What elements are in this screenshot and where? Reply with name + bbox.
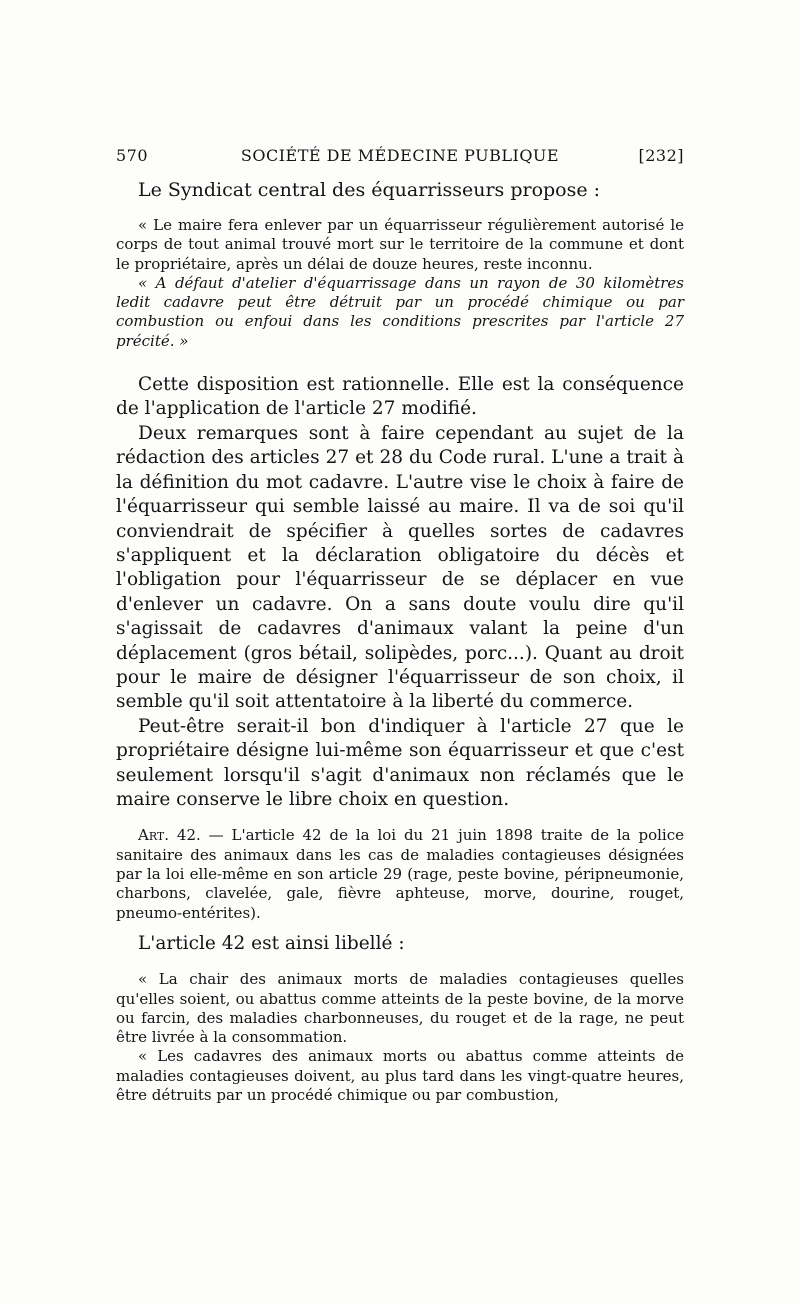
page-header — [116, 146, 684, 172]
spacer — [116, 351, 684, 373]
spacer — [116, 812, 684, 826]
page-number: 570 — [116, 146, 149, 165]
body-paragraph: Peut-être serait-il bon d'indiquer à l'article 27 que le propriétaire désigne lui-même son équarrisseur et que c'est seulement lorsqu'il s'agit d'animaux non réclamés que le maire conserve le libre choix en question. — [116, 715, 684, 810]
body-paragraph: Cette disposition est rationnelle. Elle est la conséquence de l'application de l'article 27 modifié. — [116, 374, 684, 420]
running-title: SOCIÉTÉ DE MÉDECINE PUBLIQUE — [240, 146, 560, 165]
spacer — [116, 923, 684, 932]
bracket-page-number: [232] — [638, 146, 684, 165]
quote-paragraph: « Le maire fera enlever par un équarrisseur régulièrement autorisé le corps de tout animal trouvé mort sur le territoire de la commune et dont le propriétaire, après un délai de douze heures, reste inconnu. — [116, 216, 684, 273]
page-body — [116, 178, 684, 1105]
article-label: Art. 42. — [138, 826, 201, 845]
body-paragraph: Deux remarques sont à faire cependant au sujet de la rédaction des articles 27 et 28 du Code rural. L'une a trait à la définition du mot cadavre. L'autre vise le choix à faire de l'équarrisseur qui semble laissé au maire. Il va de soi qu'il conviendrait de spécifier à quelles sortes de cadavres s'appliquent et la déclaration obligatoire du décès et l'obligation pour l'équarrisseur de se déplacer en vue d'enlever un cadavre. On a sans doute voulu dire qu'il s'agissait de cadavres d'animaux valant la peine d'un déplacement (gros bétail, solipèdes, porc...). Quant au droit pour le maire de désigner l'équarrisseur de son choix, il semble qu'il soit attentatoire à la liberté du commerce. — [116, 422, 684, 713]
intro-paragraph: Le Syndicat central des équarrisseurs propose : — [138, 179, 601, 201]
article-paragraph — [116, 826, 684, 922]
article-text: — L'article 42 de la loi du 21 juin 1898 traite de la police sanitaire des animaux dans les cas de maladies contagieuses désignées par la loi elle-même en son article 29 (rage, peste bovine, péripneumonie, charbons, clavelée, gale, fièvre aphteuse, morve, dourine, rouget, pneumo-entérites). — [116, 826, 684, 922]
quote-paragraph-italic: « A défaut d'atelier d'équarrissage dans un rayon de 30 kilomètres ledit cadavre peut être détruit par un procédé chimique ou par combustion ou enfoui dans les conditions prescrites par l'article 27 précité. » — [116, 273, 684, 350]
body-paragraph: L'article 42 est ainsi libellé : — [138, 932, 405, 954]
quote-paragraph: « Les cadavres des animaux morts ou abattus comme atteints de maladies contagieuses doivent, au plus tard dans les vingt-quatre heures, être détruits par un procédé chimique ou par combustion, — [116, 1047, 684, 1105]
spacer — [116, 956, 684, 970]
quote-paragraph: « La chair des animaux morts de maladies contagieuses quelles qu'elles soient, ou abattus comme atteints de la peste bovine, de la morve ou farcin, des maladies charbonneuses, du rouget et de la rage, ne peut être livrée à la consommation. — [116, 970, 684, 1047]
